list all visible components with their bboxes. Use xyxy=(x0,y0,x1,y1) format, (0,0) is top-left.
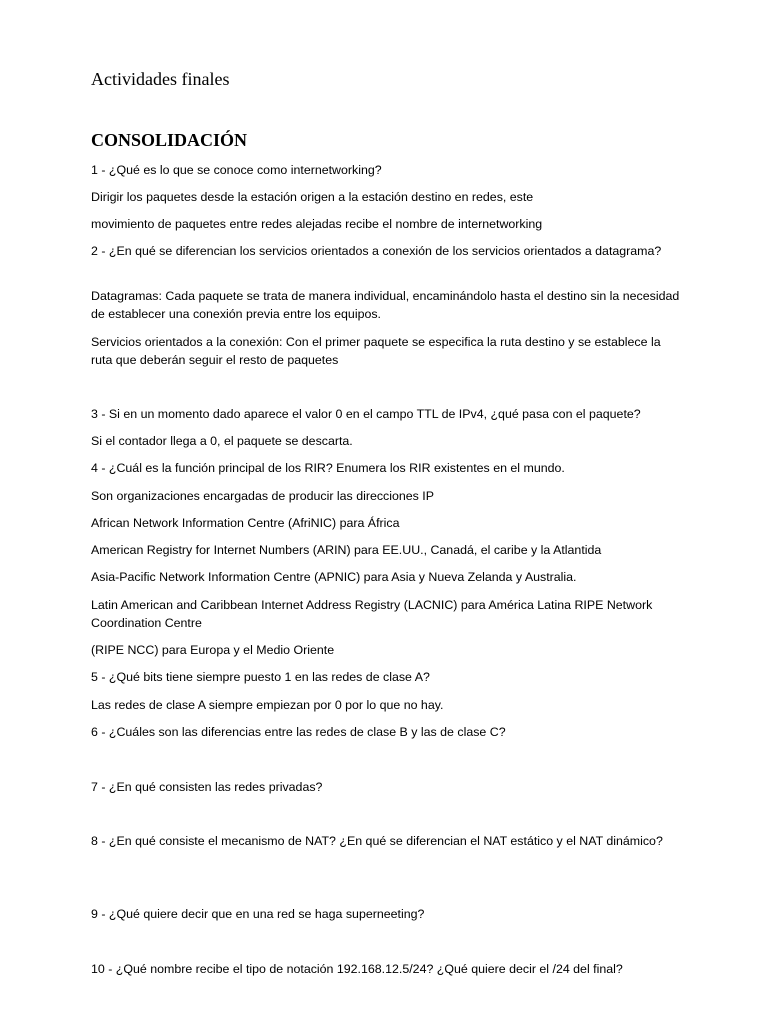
question-4: 4 - ¿Cuál es la función principal de los RIR? Enumera los RIR existentes en el mundo. xyxy=(91,461,565,475)
answer-1-line-1: Dirigir los paquetes desde la estación origen a la estación destino en redes, este xyxy=(91,190,534,204)
question-9: 9 - ¿Qué quiere decir que en una red se haga superneeting? xyxy=(91,907,425,921)
answer-4-intro: Son organizaciones encargadas de producir las direcciones IP xyxy=(91,489,435,503)
answer-4-arin: American Registry for Internet Numbers (ARIN) para EE.UU., Canadá, el caribe y la Atlantida xyxy=(91,543,602,557)
question-3: 3 - Si en un momento dado aparece el valor 0 en el campo TTL de IPv4, ¿qué pasa con el paquete? xyxy=(91,407,641,421)
question-10: 10 - ¿Qué nombre recibe el tipo de notación 192.168.12.5/24? ¿Qué quiere decir el /24 del final? xyxy=(91,962,623,976)
question-8: 8 - ¿En qué consiste el mecanismo de NAT? ¿En qué se diferencian el NAT estático y el NAT dinámico? xyxy=(91,834,663,848)
question-7: 7 - ¿En qué consisten las redes privadas? xyxy=(91,780,323,794)
answer-2-connection: Servicios orientados a la conexión: Con el primer paquete se especifica la ruta destino y se establece la ruta que deberán seguir el resto de paquetes xyxy=(91,335,661,367)
answer-4-ripe: (RIPE NCC) para Europa y el Medio Oriente xyxy=(91,643,335,657)
answer-2-datagrams: Datagramas: Cada paquete se trata de manera individual, encaminándolo hasta el destino sin la necesidad de establecer una conexión previa entre los equipos. xyxy=(91,289,680,321)
question-5: 5 - ¿Qué bits tiene siempre puesto 1 en las redes de clase A? xyxy=(91,670,430,684)
answer-4-afrinic: African Network Information Centre (AfriNIC) para África xyxy=(91,516,400,530)
answer-1-line-2: movimiento de paquetes entre redes alejadas recibe el nombre de internetworking xyxy=(91,217,543,231)
document-title: Actividades finales xyxy=(91,69,230,89)
answer-3: Si el contador llega a 0, el paquete se descarta. xyxy=(91,434,353,448)
answer-4-lacnic: Latin American and Caribbean Internet Address Registry (LACNIC) para América Latina RIPE Network Coordination Centre xyxy=(91,598,653,630)
question-1: 1 - ¿Qué es lo que se conoce como internetworking? xyxy=(91,163,382,177)
answer-4-apnic: Asia-Pacific Network Information Centre (APNIC) para Asia y Nueva Zelanda y Australia. xyxy=(91,570,577,584)
question-6: 6 - ¿Cuáles son las diferencias entre las redes de clase B y las de clase C? xyxy=(91,725,506,739)
answer-5: Las redes de clase A siempre empiezan por 0 por lo que no hay. xyxy=(91,698,444,712)
question-2: 2 - ¿En qué se diferencian los servicios orientados a conexión de los servicios orientados a datagrama? xyxy=(91,244,662,258)
section-heading: CONSOLIDACIÓN xyxy=(91,130,248,150)
